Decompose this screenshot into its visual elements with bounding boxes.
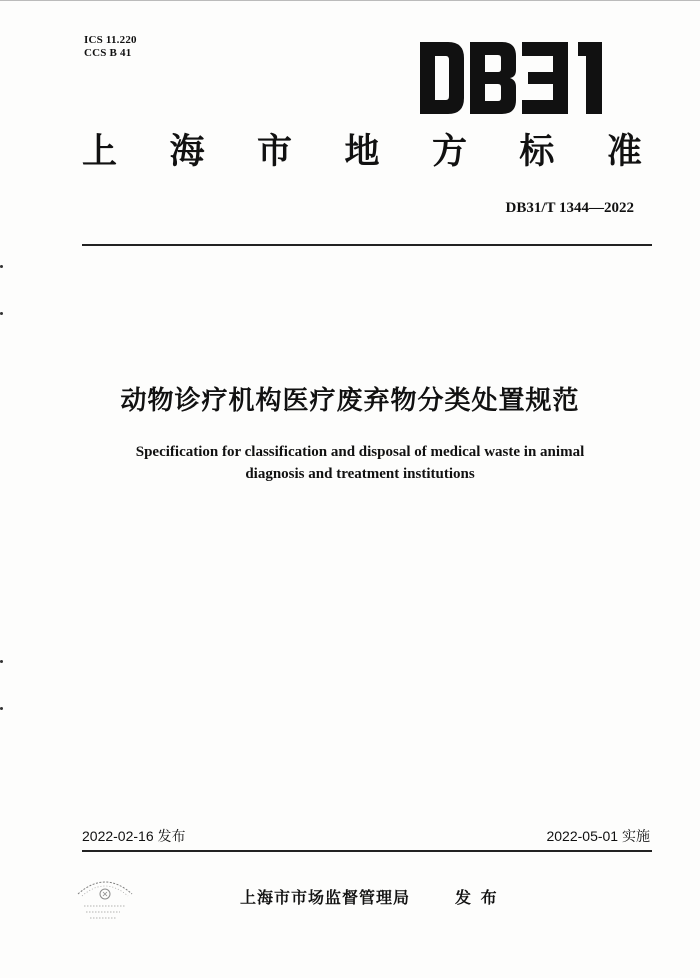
- title-char: 海: [169, 131, 205, 172]
- english-title-line: diagnosis and treatment institutions: [245, 466, 475, 482]
- title-char: 市: [256, 131, 292, 172]
- title-char: 上: [82, 131, 118, 172]
- publisher-seal-icon: [70, 870, 140, 932]
- footer-divider: [82, 850, 652, 852]
- document-title-english: [80, 441, 640, 485]
- title-char: 准: [606, 131, 642, 172]
- document-title-chinese: 动物诊疗机构医疗废弃物分类处置规范: [120, 386, 580, 416]
- scan-mark: [0, 660, 3, 663]
- title-char: 标: [519, 131, 555, 172]
- top-edge-line: [0, 0, 700, 1]
- ccs-code: CCS B 41: [84, 47, 132, 59]
- english-title-line: Specification for classification and disposal of medical waste in animal: [135, 444, 585, 460]
- title-char: 地: [344, 131, 380, 172]
- implementation-date: 2022-05-01 实施: [546, 828, 650, 844]
- issuing-action: 发 布: [455, 888, 497, 907]
- issue-date: 2022-02-16 发布: [82, 828, 186, 844]
- classification-codes: [84, 34, 137, 60]
- header-divider: [82, 244, 652, 246]
- issuing-authority: 上海市市场监督管理局: [240, 888, 411, 907]
- standard-number: DB31/T 1344—2022: [505, 200, 634, 216]
- scan-mark: [0, 312, 3, 315]
- title-char: 方: [431, 131, 467, 172]
- scan-mark: [0, 707, 3, 710]
- db31-logo: [418, 40, 616, 116]
- ics-code: ICS 11.220: [84, 34, 137, 46]
- local-standard-title: [82, 128, 642, 176]
- scan-mark: [0, 265, 3, 268]
